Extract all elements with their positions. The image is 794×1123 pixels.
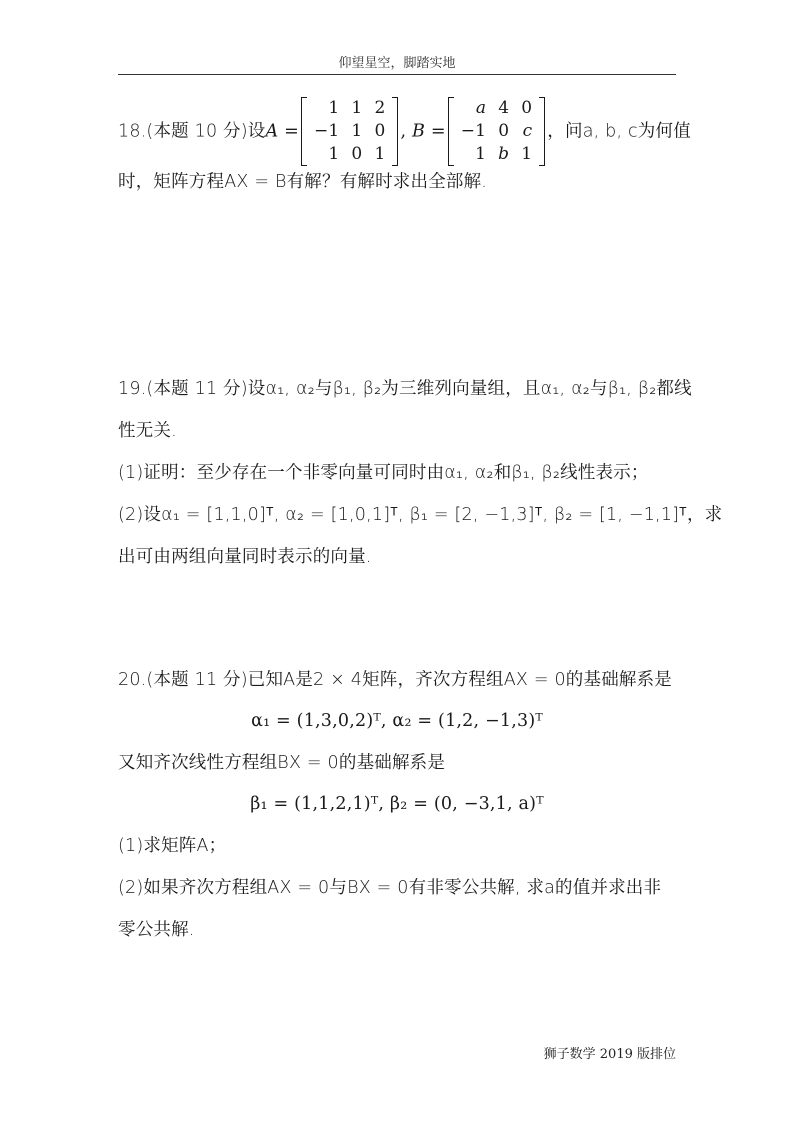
matrix-b	[448, 97, 546, 166]
matrix-a-cell: 2	[374, 98, 386, 118]
question-20-equation-2: β₁ = (1,1,2,1)ᵀ, β₂ = (0, −3,1, a)ᵀ	[250, 794, 544, 814]
matrix-a-row	[308, 97, 392, 120]
matrix-a-cell: 0	[351, 144, 363, 164]
matrix-b-cell: b	[498, 144, 510, 164]
matrix-a-cell: 1	[351, 121, 363, 141]
q18-tail: ，问a, b, c为何值	[547, 121, 691, 142]
matrix-b-cell: −1	[460, 121, 487, 141]
matrix-b-cell: 4	[498, 98, 510, 118]
question-19-part-2: (2)设α₁ = [1,1,0]ᵀ, α₂ = [1,0,1]ᵀ, β₁ = [2, −1,3]ᵀ, β₂ = [1, −1,1]ᵀ，求	[118, 505, 723, 525]
matrix-b-cell: 0	[498, 121, 510, 141]
matrix-b-cell: 1	[475, 144, 487, 164]
page-header: 仰望星空，脚踏实地	[338, 56, 456, 71]
matrix-b-cell: a	[475, 98, 487, 118]
matrix-b-cell: 0	[521, 98, 533, 118]
question-20-line-1: 20.(本题 11 分)已知A是2 × 4矩阵，齐次方程组AX = 0的基础解系是	[118, 670, 672, 690]
matrix-a-cell: 1	[328, 144, 340, 164]
matrix-a	[301, 97, 399, 166]
question-19-part-1: (1)证明：至少存在一个非零向量可同时由α₁, α₂和β₁, β₂线性表示；	[118, 463, 649, 483]
matrix-a-cell: −1	[313, 121, 340, 141]
matrix-b-row	[455, 143, 539, 166]
matrix-a-row	[308, 120, 392, 143]
matrix-b-row	[455, 97, 539, 120]
q18-matrix-a-label: A =	[265, 121, 299, 142]
q18-separator: ,	[400, 121, 407, 142]
matrix-a-cell: 1	[351, 98, 363, 118]
q18-prefix: 18.(本题 10 分)设	[118, 121, 266, 142]
matrix-b-row	[455, 120, 539, 143]
question-19-line-5: 出可由两组向量同时表示的向量.	[118, 547, 372, 567]
question-20-part-1: (1)求矩阵A；	[118, 836, 227, 856]
matrix-b-cell: 1	[521, 144, 533, 164]
matrix-a-cell: 0	[374, 121, 386, 141]
matrix-a-row	[308, 143, 392, 166]
question-20-part-2: (2)如果齐次方程组AX = 0与BX = 0有非零公共解, 求a的值并求出非	[118, 878, 662, 898]
page-footer: 狮子数学 2019 版排位	[543, 1047, 676, 1062]
question-18-line-2: 时，矩阵方程AX = B有解？有解时求出全部解.	[118, 172, 488, 192]
question-20-equation-1: α₁ = (1,3,0,2)ᵀ, α₂ = (1,2, −1,3)ᵀ	[251, 711, 543, 731]
question-18-line-1	[118, 97, 691, 166]
matrix-b-cell: c	[522, 121, 533, 141]
matrix-a-cell: 1	[328, 98, 340, 118]
question-20-line-5: 零公共解.	[118, 920, 195, 940]
question-20-line-2: 又知齐次线性方程组BX = 0的基础解系是	[118, 753, 446, 773]
header-rule	[118, 74, 676, 75]
matrix-a-cell: 1	[374, 144, 386, 164]
question-19-line-1: 19.(本题 11 分)设α₁, α₂与β₁, β₂为三维列向量组，且α₁, α₂与β₁, β₂都线	[118, 379, 692, 399]
q18-matrix-b-label: B =	[412, 121, 446, 142]
question-19-line-2: 性无关.	[118, 421, 177, 441]
